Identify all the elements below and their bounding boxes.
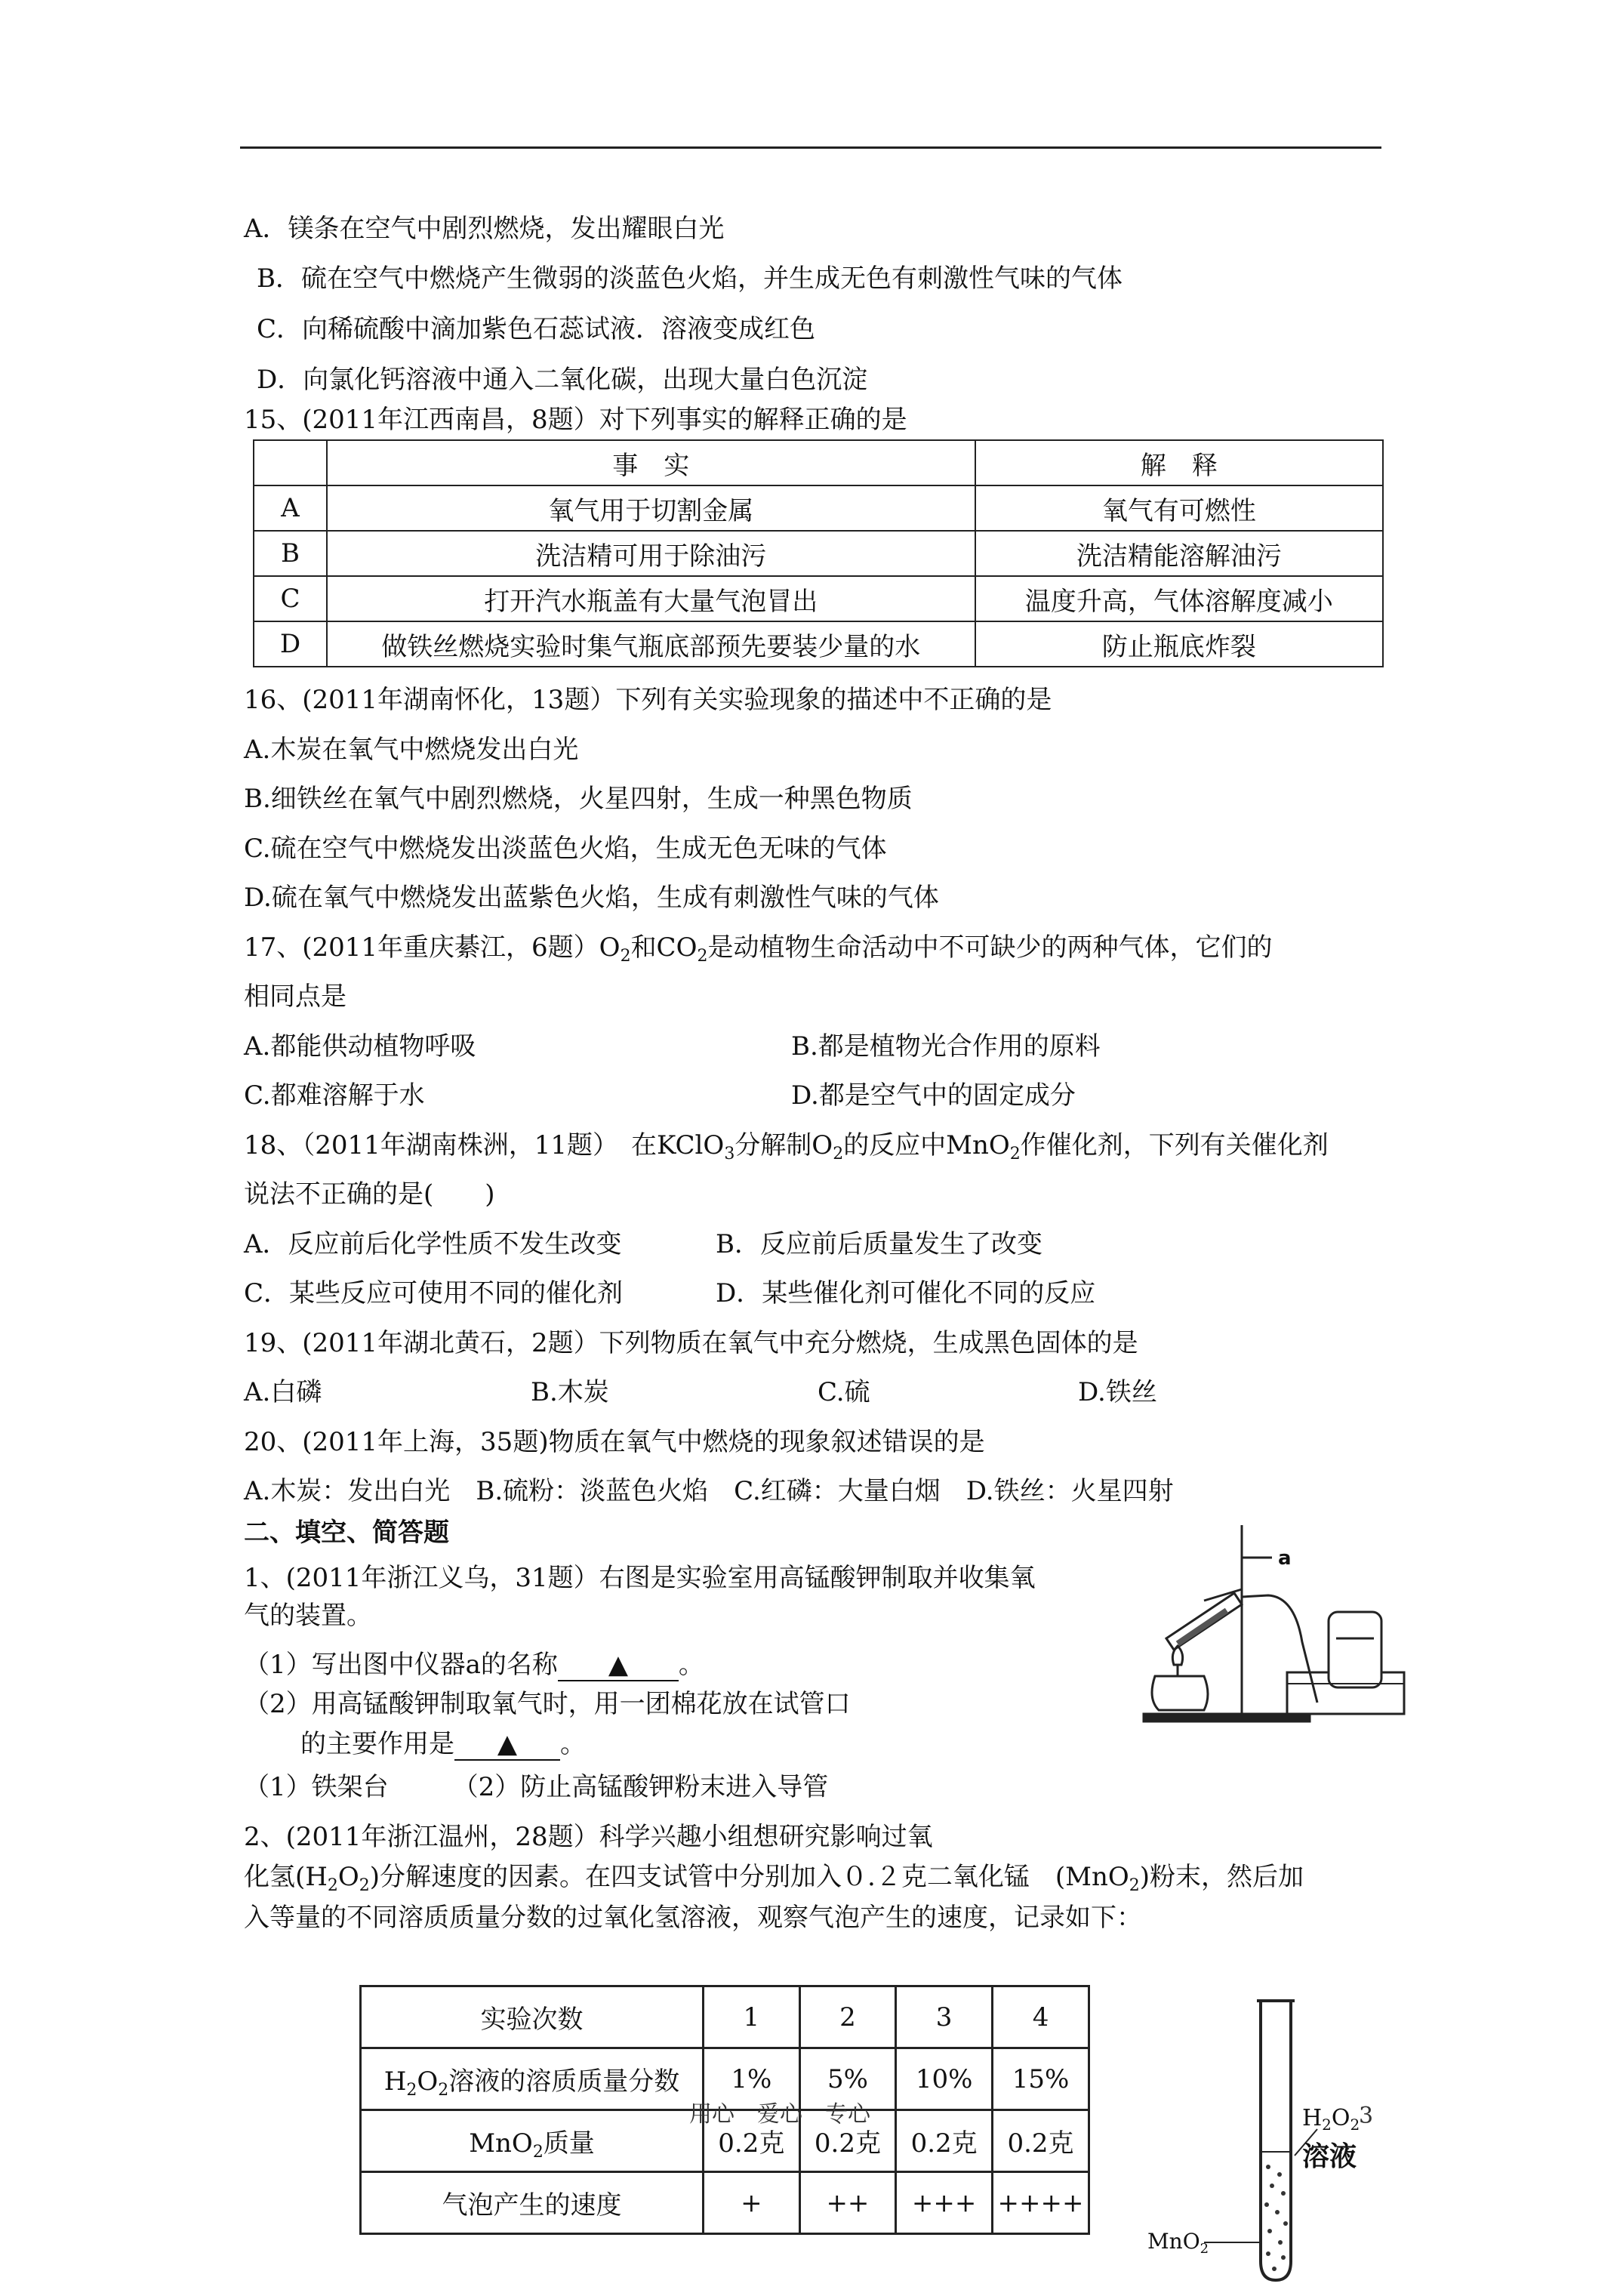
fq1-sub1-end: 。 bbox=[678, 1650, 704, 1680]
table-cell: 气泡产生的速度 bbox=[361, 2172, 704, 2234]
table-cell: 5% bbox=[799, 2048, 896, 2110]
subscript: 2 bbox=[406, 2081, 417, 2100]
table-cell: 打开汽水瓶盖有大量气泡冒出 bbox=[327, 576, 975, 621]
table-header: 4 bbox=[993, 1986, 1089, 2048]
q17-stem bbox=[244, 932, 1273, 966]
q16-stem: 16、(2011年湖南怀化，13题）下列有关实验现象的描述中不正确的是 bbox=[244, 685, 1052, 715]
fq1-sub2-line1: （2）用高锰酸钾制取氧气时，用一团棉花放在试管口 bbox=[244, 1689, 851, 1719]
subscript: 2 bbox=[833, 1145, 844, 1163]
table-cell: 10% bbox=[896, 2048, 993, 2110]
table-header: 实验次数 bbox=[361, 1986, 704, 2048]
subscript: 2 bbox=[359, 1876, 370, 1895]
answer-blank: ▲ bbox=[558, 1650, 679, 1681]
q19-stem: 19、(2011年湖北黄石，2题）下列物质在氧气中充分燃烧，生成黑色固体的是 bbox=[244, 1328, 1138, 1358]
cell-text: O bbox=[417, 2066, 439, 2097]
subscript: 2 bbox=[327, 1876, 338, 1895]
q17-stem-part: 和CO bbox=[630, 932, 698, 963]
figure-mno2-label: MnO$_2$ bbox=[1147, 2229, 1209, 2257]
oxygen-apparatus-figure bbox=[1136, 1514, 1415, 1725]
q18-stem bbox=[244, 1130, 1329, 1163]
test-tube-figure bbox=[1147, 1993, 1404, 2288]
table-cell: D bbox=[254, 621, 327, 667]
table-cell: ++++ bbox=[993, 2172, 1089, 2234]
q14-option-d: D．向氯化钙溶液中通入二氧化碳，出现大量白色沉淀 bbox=[257, 365, 868, 395]
q16-option-d: D.硫在氧气中燃烧发出蓝紫色火焰，生成有刺激性气味的气体 bbox=[244, 883, 939, 913]
table-row bbox=[254, 440, 1383, 485]
table-row bbox=[254, 576, 1383, 621]
table-cell: 0.2克 bbox=[704, 2110, 800, 2172]
table-cell: 0.2克 bbox=[799, 2110, 896, 2172]
q19-option-c: C.硫 bbox=[818, 1377, 870, 1407]
subscript: 2 bbox=[1009, 1145, 1021, 1163]
table-cell: +++ bbox=[896, 2172, 993, 2234]
subscript: 2 bbox=[697, 947, 708, 966]
fq1-stem-line2: 气的装置。 bbox=[244, 1601, 372, 1631]
table-cell: 0.2克 bbox=[896, 2110, 993, 2172]
fq2-stem-line2 bbox=[244, 1862, 1304, 1895]
footer-text: 用心 爱心 专心 bbox=[689, 2101, 870, 2128]
q16-option-c: C.硫在空气中燃烧发出淡蓝色火焰，生成无色无味的气体 bbox=[244, 834, 887, 864]
q20-options: A.木炭：发出白光 B.硫粉：淡蓝色火焰 C.红磷：大量白烟 D.铁丝：火星四射 bbox=[244, 1476, 1174, 1506]
fq1-sub2-text: 的主要作用是 bbox=[300, 1729, 454, 1759]
table-cell bbox=[361, 2048, 704, 2110]
q17-stem-part: 是动植物生命活动中不可缺少的两种气体，它们的 bbox=[707, 932, 1273, 963]
section-title: 二、填空、简答题 bbox=[244, 1518, 449, 1548]
q16-option-a: A.木炭在氧气中燃烧发出白光 bbox=[244, 735, 579, 765]
q18-stem-part: 分解制O bbox=[735, 1130, 833, 1160]
cell-text: 质量 bbox=[543, 2128, 595, 2159]
q17-stem-line2: 相同点是 bbox=[244, 982, 346, 1012]
subscript: 2 bbox=[1129, 1876, 1140, 1895]
q17-option-a: A.都能供动植物呼吸 bbox=[244, 1031, 476, 1062]
q15-table bbox=[253, 439, 1384, 667]
table-cell: 15% bbox=[993, 2048, 1089, 2110]
fq1-sub2-end: 。 bbox=[560, 1729, 586, 1759]
fq2-stem-part: )粉末，然后加 bbox=[1139, 1862, 1304, 1892]
q19-option-a: A.白磷 bbox=[244, 1377, 322, 1407]
page-number: 3 bbox=[1359, 2103, 1374, 2129]
cell-text: 溶液的溶质质量分数 bbox=[448, 2066, 680, 2097]
q18-stem-part: 作催化剂，下列有关催化剂 bbox=[1020, 1130, 1329, 1160]
q14-option-b: B．硫在空气中燃烧产生微弱的淡蓝色火焰，并生成无色有刺激性气味的气体 bbox=[257, 264, 1123, 294]
table-header: 解 释 bbox=[975, 440, 1383, 485]
q18-stem-part: 18、（2011年湖南株洲，11题） 在KClO bbox=[244, 1130, 725, 1160]
figure-h2o2-label: $H_2O_2$ bbox=[1302, 2105, 1360, 2134]
table-cell: 防止瓶底炸裂 bbox=[975, 621, 1383, 667]
table-cell: A bbox=[254, 485, 327, 531]
table-cell: + bbox=[704, 2172, 800, 2234]
q16-option-b: B.细铁丝在氧气中剧烈燃烧，火星四射，生成一种黑色物质 bbox=[244, 784, 913, 814]
fq1-sub2-line2 bbox=[300, 1729, 586, 1761]
q18-option-a: A．反应前后化学性质不发生改变 bbox=[244, 1229, 622, 1259]
table-cell: 洗洁精能溶解油污 bbox=[975, 531, 1383, 576]
table-row bbox=[361, 1986, 1089, 2048]
table-row bbox=[254, 531, 1383, 576]
q15-stem: 15、(2011年江西南昌，8题）对下列事实的解释正确的是 bbox=[244, 405, 907, 435]
cell-text: H bbox=[383, 2066, 407, 2097]
table-header: 2 bbox=[799, 1986, 896, 2048]
table-cell: 氧气用于切割金属 bbox=[327, 485, 975, 531]
table-header: 事 实 bbox=[327, 440, 975, 485]
table-cell: 氧气有可燃性 bbox=[975, 485, 1383, 531]
figure-label-a: a bbox=[1278, 1547, 1292, 1570]
table-cell: 0.2克 bbox=[993, 2110, 1089, 2172]
fq1-sub1-text: （1）写出图中仪器a的名称 bbox=[244, 1650, 558, 1680]
q17-option-b: B.都是植物光合作用的原料 bbox=[791, 1031, 1101, 1062]
subscript: 2 bbox=[620, 947, 631, 966]
q18-stem-part: 的反应中MnO bbox=[843, 1130, 1010, 1160]
q18-stem-line2: 说法不正确的是( ) bbox=[244, 1179, 495, 1210]
q17-option-d: D.都是空气中的固定成分 bbox=[791, 1080, 1076, 1111]
table-cell: 温度升高，气体溶解度减小 bbox=[975, 576, 1383, 621]
fq2-stem-part: 化氢(H bbox=[244, 1862, 328, 1892]
fq1-answer: （1）铁架台 （2）防止高锰酸钾粉末进入导管 bbox=[244, 1772, 829, 1802]
q17-stem-part: 17、(2011年重庆綦江，6题）O bbox=[244, 932, 621, 963]
table-row bbox=[361, 2172, 1089, 2234]
fq2-stem-part: )分解速度的因素。在四支试管中分别加入０.２克二氧化锰 (MnO bbox=[369, 1862, 1129, 1892]
q18-option-b: B．反应前后质量发生了改变 bbox=[716, 1229, 1042, 1259]
figure-solution-label: 溶液 bbox=[1302, 2141, 1357, 2172]
q17-option-c: C.都难溶解于水 bbox=[244, 1080, 425, 1111]
q14-option-a: A．镁条在空气中剧烈燃烧，发出耀眼白光 bbox=[244, 214, 725, 244]
table-row bbox=[254, 485, 1383, 531]
q19-option-b: B.木炭 bbox=[531, 1377, 609, 1407]
fq2-stem-line1: 2、(2011年浙江温州，28题）科学兴趣小组想研究影响过氧 bbox=[244, 1822, 933, 1852]
subscript: 3 bbox=[724, 1145, 735, 1163]
table-cell: C bbox=[254, 576, 327, 621]
table-header: 3 bbox=[896, 1986, 993, 2048]
table-header: 1 bbox=[704, 1986, 800, 2048]
q18-option-c: C．某些反应可使用不同的催化剂 bbox=[244, 1278, 624, 1308]
fq1-stem-line1: 1、(2011年浙江义乌，31题）右图是实验室用高锰酸钾制取并收集氧 bbox=[244, 1563, 1036, 1593]
table-row bbox=[254, 621, 1383, 667]
q19-option-d: D.铁丝 bbox=[1078, 1377, 1157, 1407]
cell-text: MnO bbox=[469, 2128, 533, 2159]
subscript: 2 bbox=[532, 2143, 544, 2162]
table-cell bbox=[361, 2110, 704, 2172]
table-cell: 1% bbox=[704, 2048, 800, 2110]
table-cell: B bbox=[254, 531, 327, 576]
subscript: 2 bbox=[438, 2081, 449, 2100]
answer-blank: ▲ bbox=[454, 1729, 560, 1761]
fq2-stem-part: O bbox=[337, 1862, 359, 1892]
q20-stem: 20、(2011年上海，35题)物质在氧气中燃烧的现象叙述错误的是 bbox=[244, 1427, 985, 1457]
table-cell: 做铁丝燃烧实验时集气瓶底部预先要装少量的水 bbox=[327, 621, 975, 667]
table-cell bbox=[254, 440, 327, 485]
fq2-stem-line3: 入等量的不同溶质质量分数的过氧化氢溶液，观察气泡产生的速度，记录如下： bbox=[244, 1903, 1142, 1933]
q14-option-c: C．向稀硫酸中滴加紫色石蕊试液．溶液变成红色 bbox=[257, 314, 816, 344]
table-cell: ++ bbox=[799, 2172, 896, 2234]
header-rule bbox=[240, 146, 1381, 149]
q18-option-d: D．某些催化剂可催化不同的反应 bbox=[716, 1278, 1096, 1308]
table-cell: 洗洁精可用于除油污 bbox=[327, 531, 975, 576]
fq1-sub1 bbox=[244, 1650, 704, 1681]
